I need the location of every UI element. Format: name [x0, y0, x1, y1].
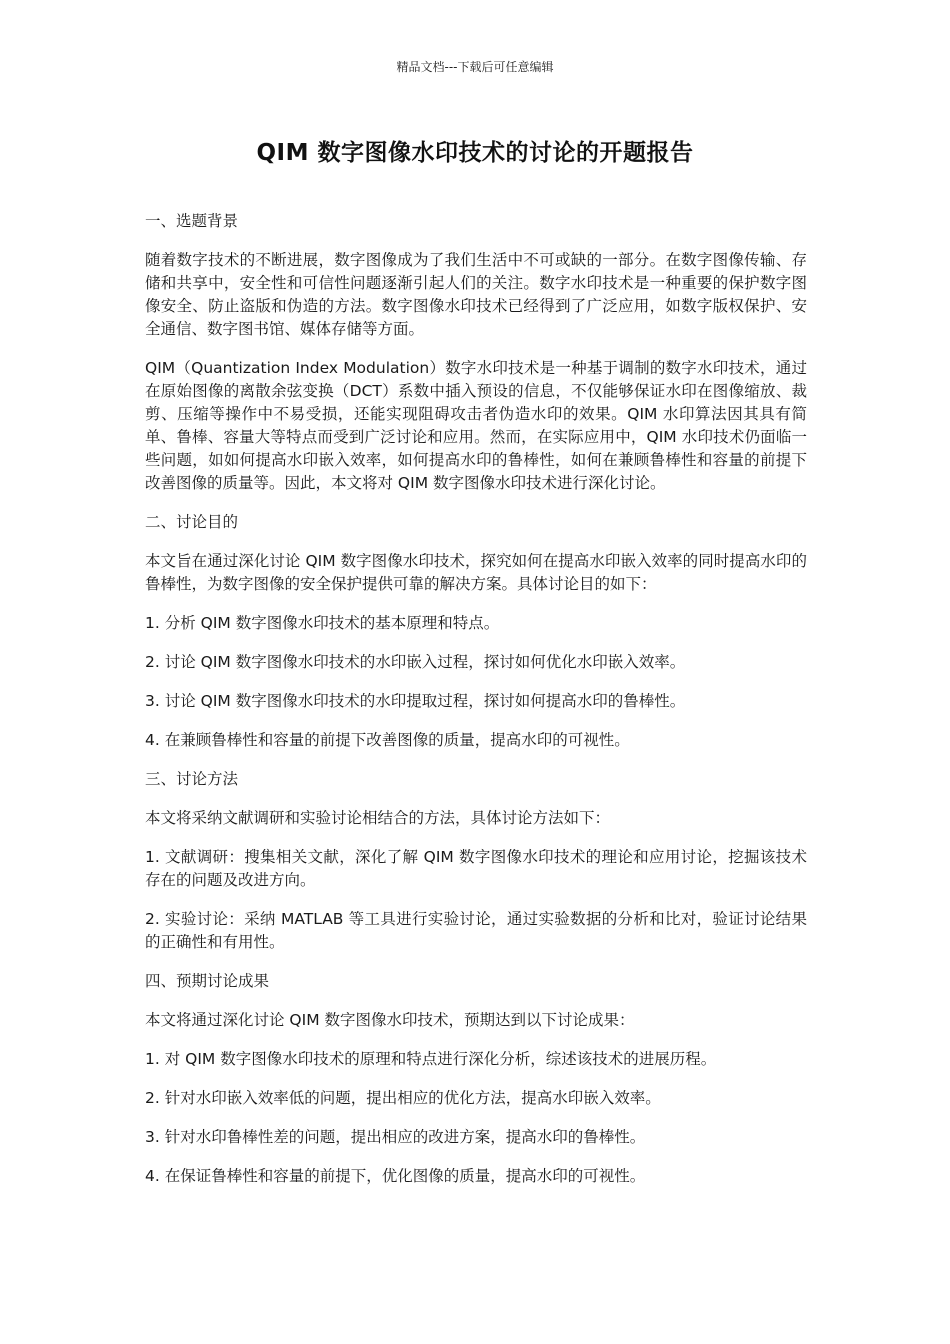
list-item: 2. 实验讨论：采纳 MATLAB 等工具进行实验讨论，通过实验数据的分析和比对，验证讨论结果的正确性和有用性。 [145, 910, 807, 951]
section-heading-method: 三、讨论方法 [145, 770, 239, 788]
list-item: 1. 文献调研：搜集相关文献，深化了解 QIM 数字图像水印技术的理论和应用讨论，挖掘该技术存在的问题及改进方向。 [145, 848, 807, 889]
paragraph: 本文旨在通过深化讨论 QIM 数字图像水印技术，探究如何在提高水印嵌入效率的同时提高水印的鲁棒性，为数字图像的安全保护提供可靠的解决方案。具体讨论目的如下： [145, 552, 807, 593]
list-item: 2. 针对水印嵌入效率低的问题，提出相应的优化方法，提高水印嵌入效率。 [145, 1089, 661, 1107]
list-item: 4. 在保证鲁棒性和容量的前提下，优化图像的质量，提高水印的可视性。 [145, 1167, 646, 1185]
section-heading-purpose: 二、讨论目的 [145, 513, 239, 531]
document-title: QIM 数字图像水印技术的讨论的开题报告 [256, 140, 694, 166]
paragraph: QIM（Quantization Index Modulation）数字水印技术是一种基于调制的数字水印技术，通过在原始图像的离散余弦变换（DCT）系数中插入预设的信息，不仅能够保证水印在图像缩放、裁剪、压缩等操作中不易受损，还能实现阻碍攻击者伪造水印的效果。QIM 水印算法因其具有简单、鲁棒、容量大等特点而受到广泛讨论和应用。然而，在实际应用中，QIM 水印技术仍面临一些问题，如如何提高水印嵌入效率，如何提高水印的鲁棒性，如何在兼顾鲁棒性和容量的前提下改善图像的质量等。因此，本文将对 QIM 数字图像水印技术进行深化讨论。 [145, 359, 807, 492]
list-item: 2. 讨论 QIM 数字图像水印技术的水印嵌入过程，探讨如何优化水印嵌入效率。 [145, 653, 686, 671]
list-item: 1. 对 QIM 数字图像水印技术的原理和特点进行深化分析，综述该技术的进展历程。 [145, 1050, 717, 1068]
section-heading-results: 四、预期讨论成果 [145, 972, 270, 990]
header-note: 精品文档---下载后可任意编辑 [396, 60, 554, 74]
list-item: 4. 在兼顾鲁棒性和容量的前提下改善图像的质量，提高水印的可视性。 [145, 731, 630, 749]
paragraph: 本文将通过深化讨论 QIM 数字图像水印技术，预期达到以下讨论成果： [145, 1011, 635, 1029]
document-body [145, 210, 807, 1204]
paragraph: 本文将采纳文献调研和实验讨论相结合的方法，具体讨论方法如下： [145, 809, 611, 827]
paragraph: 随着数字技术的不断进展，数字图像成为了我们生活中不可或缺的一部分。在数字图像传输、存储和共享中，安全性和可信性问题逐渐引起人们的关注。数字水印技术是一种重要的保护数字图像安全、防止盗版和伪造的方法。数字图像水印技术已经得到了广泛应用，如数字版权保护、安全通信、数字图书馆、媒体存储等方面。 [145, 251, 807, 338]
list-item: 1. 分析 QIM 数字图像水印技术的基本原理和特点。 [145, 614, 500, 632]
section-heading-background: 一、选题背景 [145, 212, 239, 230]
list-item: 3. 针对水印鲁棒性差的问题，提出相应的改进方案，提高水印的鲁棒性。 [145, 1128, 646, 1146]
list-item: 3. 讨论 QIM 数字图像水印技术的水印提取过程，探讨如何提高水印的鲁棒性。 [145, 692, 686, 710]
